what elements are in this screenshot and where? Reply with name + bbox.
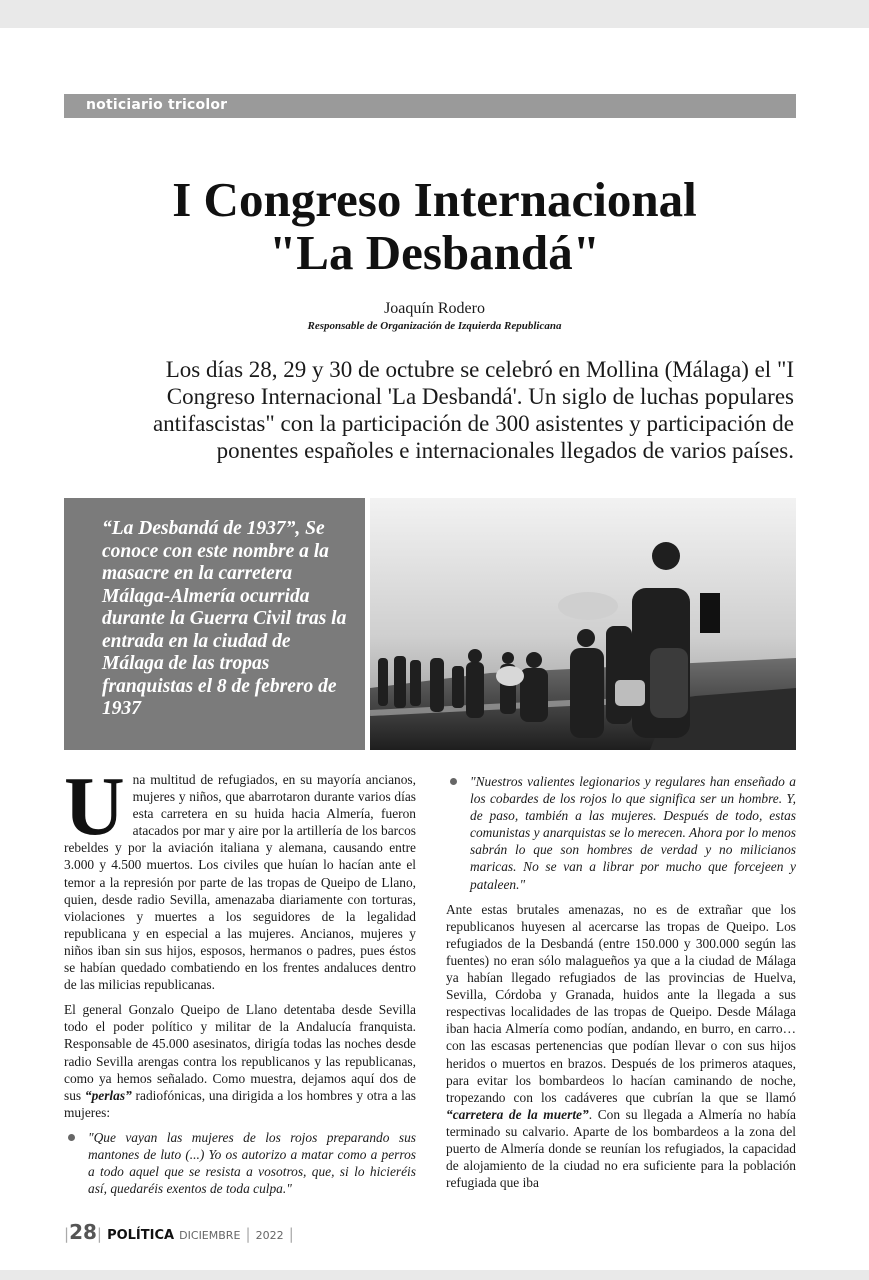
footer-divider: | (288, 1225, 294, 1243)
author-role: Responsable de Organización de Izquierda Republicana (307, 320, 562, 332)
drop-cap: U (64, 760, 125, 853)
paragraph-2: El general Gonzalo Queipo de Llano detentaba desde Sevilla todo el poder político y militar de la Andalucía franquista. Responsable de 45.000 asesinatos, dirigía todas las noches desde radio Sevilla arengas contra los republicanos y las republicanas, como ya hemos señalado. Como muestra, dejamos aquí dos de sus “perlas” radiofónicas, una dirigida a los hombres y otra a las mujeres: (64, 1002, 416, 1120)
title-line-2: "La Desbandá" (269, 225, 600, 280)
author-name: Joaquín Rodero (384, 300, 485, 317)
issue-year: 2022 (255, 1229, 284, 1242)
refugees-photo-illustration (370, 498, 796, 750)
title-line-1: I Congreso Internacional (172, 172, 697, 227)
lead-paragraph: Los días 28, 29 y 30 de octubre se celebró en Mollina (Málaga) el "I Congreso Internacional 'La Desbandá'. Un siglo de luchas populares antifascistas" con la participación de 300 asistentes y participación de ponentes españoles e internacionales llegados de varios países. (152, 357, 794, 463)
section-label: noticiario tricolor (86, 97, 228, 113)
pull-quote-text: “La Desbandá de 1937”, Se conoce con este nombre a la masacre en la carretera Málaga-Almería ocurrida durante la Guerra Civil tras la entrada en la ciudad de Málaga de las tropas franquistas el 8 de febrero de 1937 (102, 518, 347, 719)
magazine-page (0, 28, 869, 1270)
quote-bullet-2: "Nuestros valientes legionarios y regulares han enseñado a los cobardes de los rojos lo que significa ser un hombre. Y, de paso, también a las mujeres. Después de todo, estas comunistas y anarquistas se lo merecen. Ahora por lo menos sabrán lo que son hombres de verdad y no milicianos maricas. No se van a librar por mucho que forcejeen y pataleen." (446, 773, 796, 893)
paragraph-3: Ante estas brutales amenazas, no es de extrañar que los republicanos huyesen al acercarse las tropas de Queipo. Los refugiados de la Desbandá (entre 150.000 y 300.000 según las fuentes) no eran sólo malagueños ya que a la ciudad de Málaga ya habían llegado refugiados de las provincias de Huelva, Sevilla, Córdoba y Granada, huidos ante la llegada a sus respectivas localidades de las tropas de Queipo. Desde Málaga iban hacia Almería como podían, andando, en burro, en carro… con las escasas pertenencias que podían llevar o con sus hijos heridos o muertos en brazos. Después de los primeros ataques, para evitar los bombardeos lo hacían caminando de noche, tropezando con los cadáveres que cubrían la que se llamó “carretera de la muerte”. Con su llegada a Almería no había terminado su calvario. Aparte de los bombardeos a la zona del puerto de Almería donde se reunían los refugiados, la capacidad de alojamiento de la ciudad no era suficiente para la población refugiada que iba (446, 901, 797, 1191)
page-number: 28 (69, 1220, 97, 1244)
footer-divider: | (96, 1225, 102, 1243)
article-title (0, 173, 869, 279)
footer-divider: | (64, 1225, 70, 1243)
body-column-2 (446, 771, 796, 1199)
quote-bullet-1: "Que vayan las mujeres de los rojos preparando sus mantones de luto (...) Yo os autorizo a matar como a perros a todo aquel que se resista a vosotros, que, si lo hicieréis así, quedaréis exentos de toda culpa." (64, 1129, 416, 1197)
body-column-1 (64, 760, 416, 1205)
magazine-name: POLÍTICA (107, 1228, 175, 1243)
historical-photo (370, 498, 796, 750)
section-header-bar (64, 94, 796, 118)
paragraph-1: Una multitud de refugiados, en su mayoría ancianos, mujeres y niños, que abarrotaron durante varios días esta carretera en su huida hacia Almería, fueron atacados por mar y aire por la artillería de los barcos rebeldes y por la aviación italiana y alemana, causando entre 3.000 y 4.500 muertos. Los civiles que huían lo hacían ante el temor a la represión por parte de las tropas de Queipo de Llano, quien, desde radio Sevilla, amenazaba diariamente con torturas, violaciones y muertes a los seguidores de la legalidad republicana y en especial a las mujeres. Ancianos, mujeres y niños iban sin sus hijos, esposos, hermanos o padres, pues éstos se habían quedado combatiendo en los frentes andaluces dentro de las milicias republicanas. (64, 760, 416, 993)
issue-month: DICIEMBRE (179, 1229, 241, 1242)
page-footer (64, 1220, 294, 1244)
pull-quote-box (64, 498, 365, 750)
footer-divider: | (245, 1225, 251, 1243)
